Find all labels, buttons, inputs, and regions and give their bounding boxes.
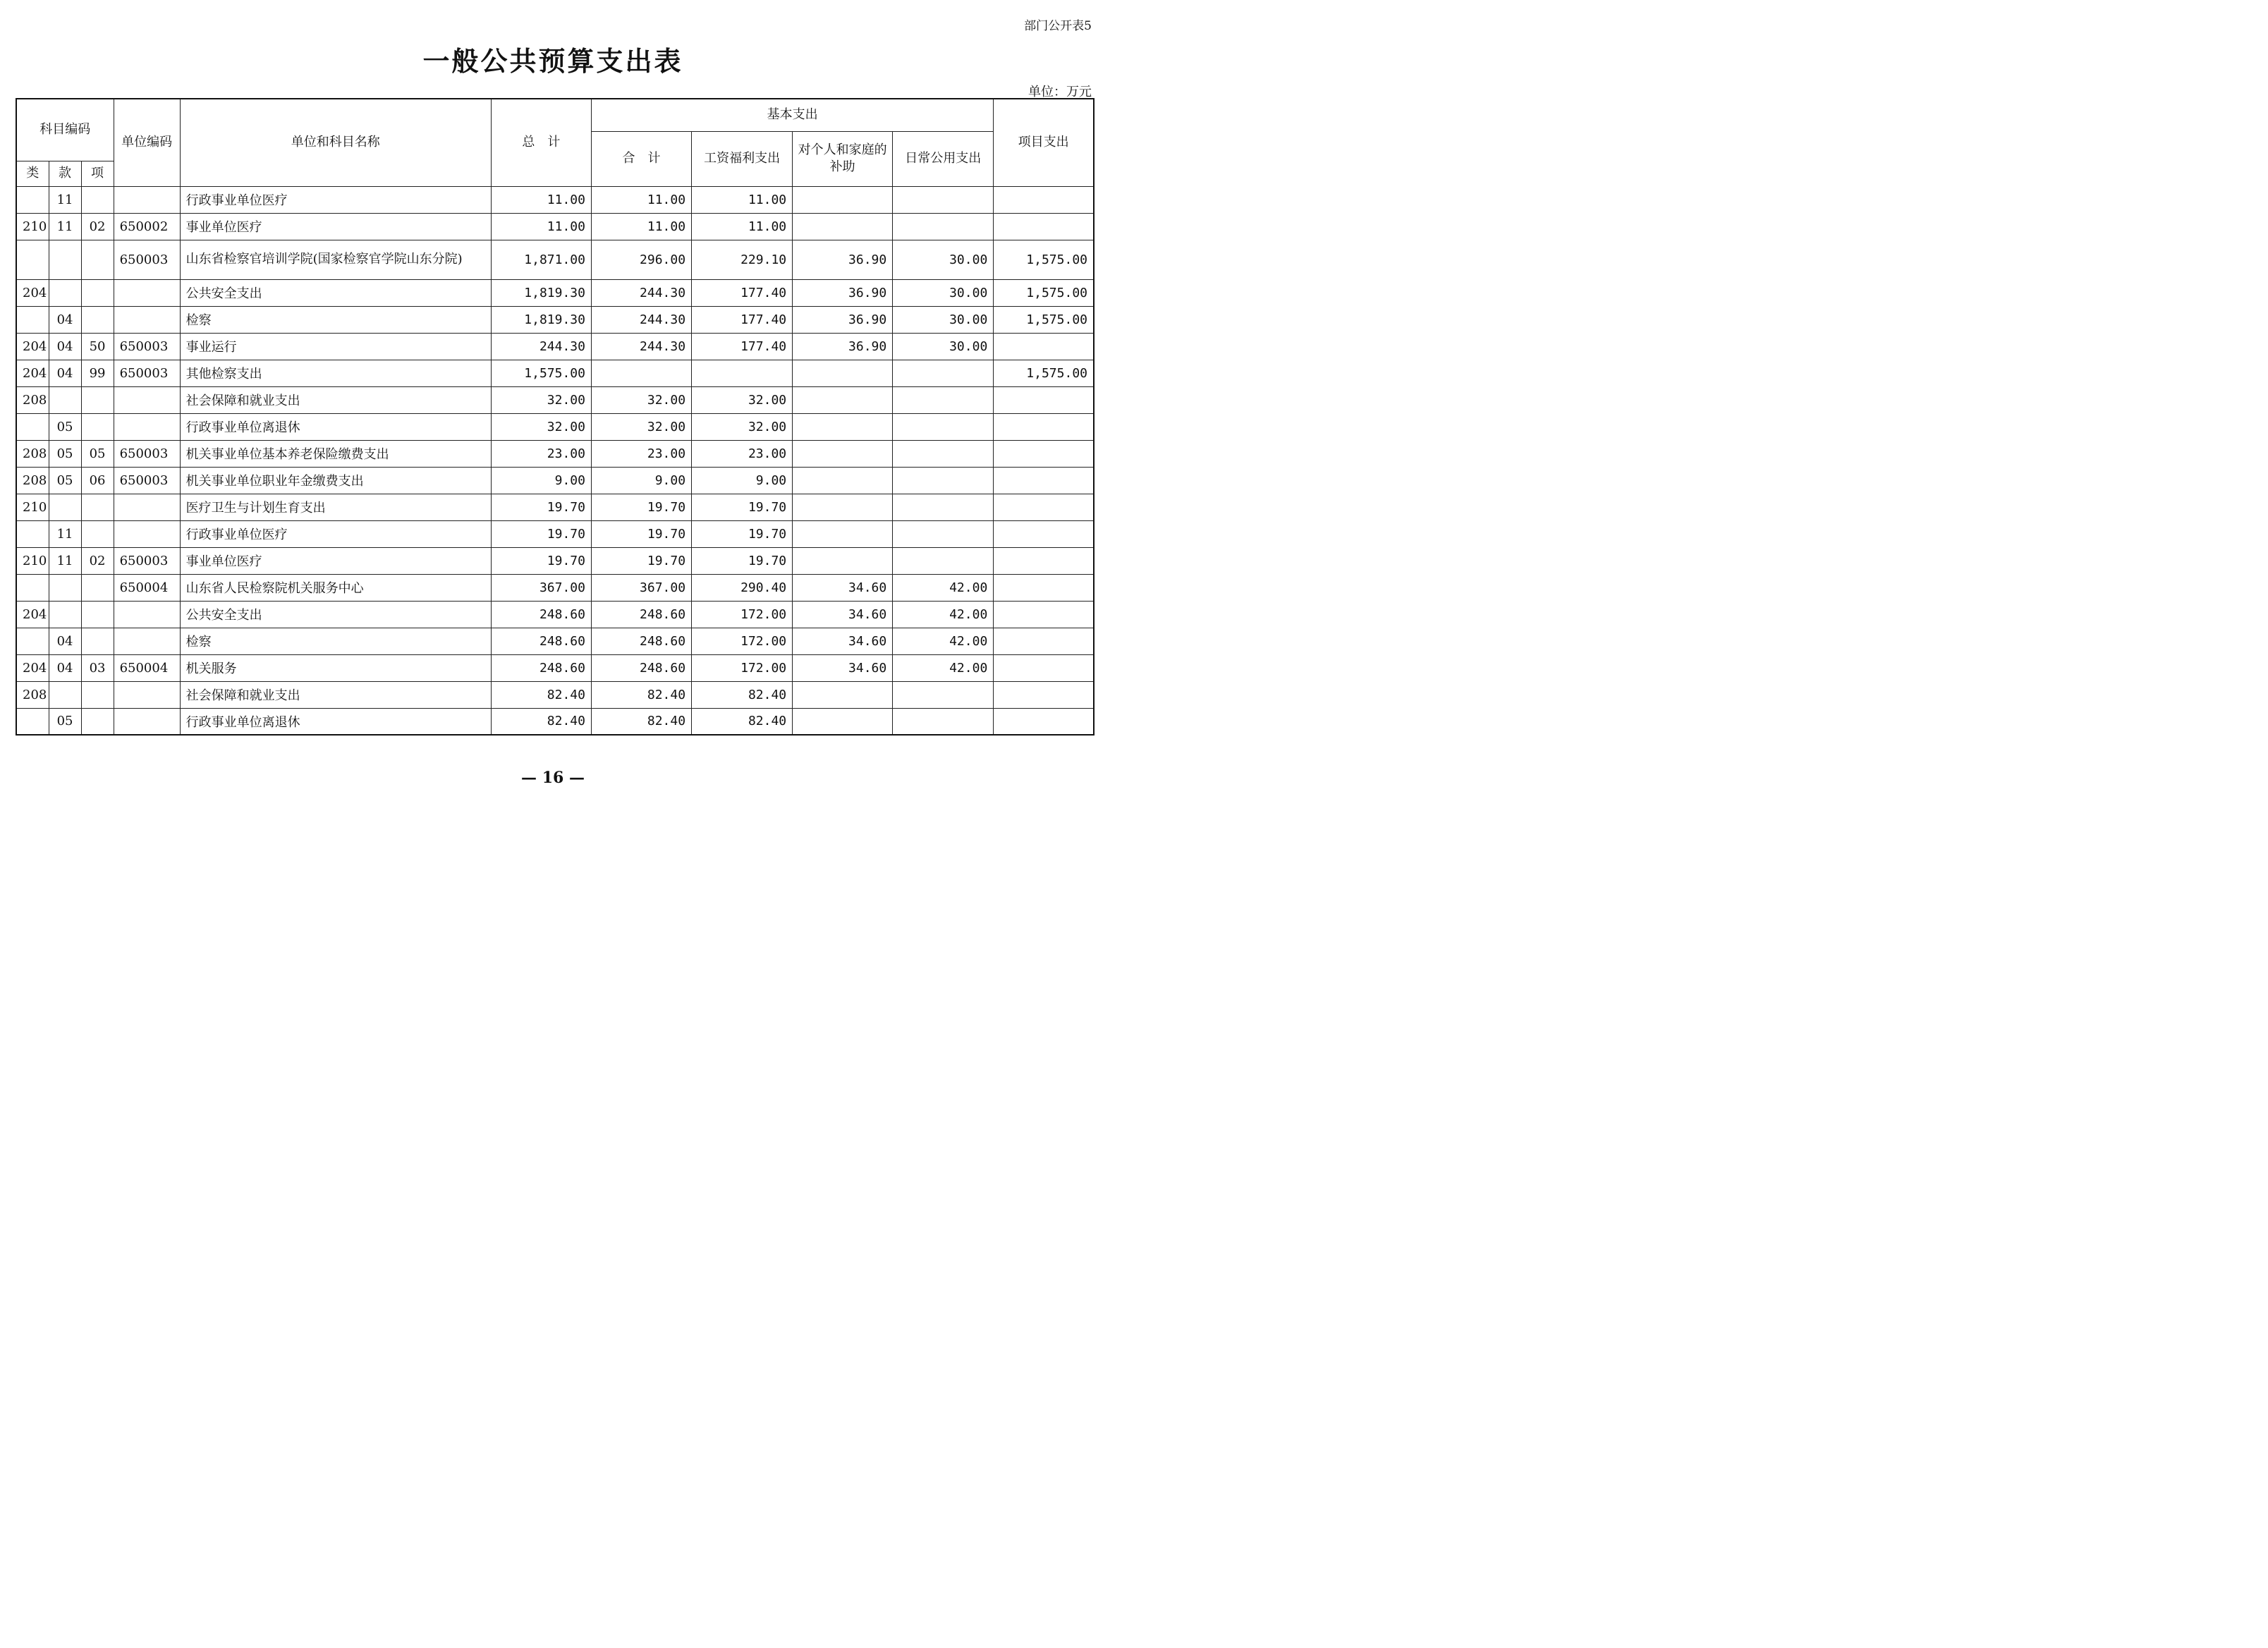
cell-personal-subsidy xyxy=(793,186,893,213)
cell-kuan xyxy=(49,601,81,628)
cell-personal-subsidy xyxy=(793,547,893,574)
cell-total: 32.00 xyxy=(491,386,591,413)
cell-daily-public-expense xyxy=(893,681,994,708)
cell-unit-code xyxy=(114,681,180,708)
cell-project-expenditure xyxy=(994,440,1094,467)
table-row xyxy=(16,240,1094,279)
cell-personal-subsidy xyxy=(793,360,893,386)
header-wage-welfare: 工资福利支出 xyxy=(692,131,793,186)
table-row xyxy=(16,654,1094,681)
cell-personal-subsidy xyxy=(793,520,893,547)
cell-project-expenditure xyxy=(994,467,1094,494)
cell-personal-subsidy: 36.90 xyxy=(793,306,893,333)
cell-name: 检察 xyxy=(180,306,491,333)
cell-total: 9.00 xyxy=(491,467,591,494)
cell-name: 行政事业单位医疗 xyxy=(180,186,491,213)
cell-project-expenditure xyxy=(994,413,1094,440)
cell-personal-subsidy: 34.60 xyxy=(793,628,893,654)
cell-subtotal: 248.60 xyxy=(591,628,691,654)
cell-kuan: 04 xyxy=(49,306,81,333)
cell-personal-subsidy: 34.60 xyxy=(793,574,893,601)
cell-unit-code xyxy=(114,628,180,654)
cell-personal-subsidy: 34.60 xyxy=(793,601,893,628)
cell-daily-public-expense xyxy=(893,186,994,213)
cell-total: 11.00 xyxy=(491,213,591,240)
cell-unit-code xyxy=(114,186,180,213)
cell-project-expenditure xyxy=(994,520,1094,547)
table-row xyxy=(16,628,1094,654)
table-row xyxy=(16,213,1094,240)
page-title: 一般公共预算支出表 xyxy=(422,45,683,77)
cell-wage-welfare: 32.00 xyxy=(692,413,793,440)
cell-xiang xyxy=(81,520,114,547)
cell-wage-welfare: 290.40 xyxy=(692,574,793,601)
cell-xiang xyxy=(81,413,114,440)
cell-total: 19.70 xyxy=(491,547,591,574)
cell-daily-public-expense xyxy=(893,386,994,413)
cell-name: 其他检察支出 xyxy=(180,360,491,386)
cell-daily-public-expense xyxy=(893,213,994,240)
cell-name: 事业单位医疗 xyxy=(180,213,491,240)
cell-wage-welfare: 172.00 xyxy=(692,601,793,628)
cell-subtotal: 248.60 xyxy=(591,601,691,628)
cell-unit-code: 650003 xyxy=(114,440,180,467)
cell-subtotal: 296.00 xyxy=(591,240,691,279)
table-row xyxy=(16,386,1094,413)
cell-lei: 204 xyxy=(16,279,49,306)
cell-daily-public-expense xyxy=(893,440,994,467)
cell-total: 11.00 xyxy=(491,186,591,213)
cell-name: 机关服务 xyxy=(180,654,491,681)
cell-kuan: 05 xyxy=(49,413,81,440)
cell-wage-welfare: 82.40 xyxy=(692,708,793,735)
cell-subtotal: 11.00 xyxy=(591,186,691,213)
cell-wage-welfare: 19.70 xyxy=(692,547,793,574)
header-daily-public-expense: 日常公用支出 xyxy=(893,131,994,186)
cell-xiang xyxy=(81,574,114,601)
cell-wage-welfare: 19.70 xyxy=(692,520,793,547)
cell-personal-subsidy: 34.60 xyxy=(793,654,893,681)
cell-lei: 210 xyxy=(16,213,49,240)
cell-name: 检察 xyxy=(180,628,491,654)
cell-wage-welfare: 172.00 xyxy=(692,654,793,681)
cell-project-expenditure xyxy=(994,333,1094,360)
cell-unit-code xyxy=(114,386,180,413)
cell-name: 行政事业单位离退休 xyxy=(180,413,491,440)
cell-personal-subsidy xyxy=(793,708,893,735)
cell-personal-subsidy: 36.90 xyxy=(793,333,893,360)
cell-wage-welfare: 177.40 xyxy=(692,333,793,360)
cell-name: 山东省检察官培训学院(国家检察官学院山东分院) xyxy=(180,240,491,279)
cell-daily-public-expense: 42.00 xyxy=(893,574,994,601)
table-row xyxy=(16,306,1094,333)
cell-total: 248.60 xyxy=(491,654,591,681)
cell-kuan: 04 xyxy=(49,628,81,654)
cell-project-expenditure: 1,575.00 xyxy=(994,240,1094,279)
cell-daily-public-expense: 30.00 xyxy=(893,279,994,306)
cell-total: 248.60 xyxy=(491,601,591,628)
cell-xiang: 03 xyxy=(81,654,114,681)
cell-kuan: 04 xyxy=(49,654,81,681)
cell-personal-subsidy xyxy=(793,681,893,708)
cell-lei: 208 xyxy=(16,386,49,413)
cell-wage-welfare: 32.00 xyxy=(692,386,793,413)
cell-lei xyxy=(16,240,49,279)
cell-personal-subsidy: 36.90 xyxy=(793,279,893,306)
cell-unit-code xyxy=(114,306,180,333)
cell-daily-public-expense xyxy=(893,360,994,386)
cell-total: 1,819.30 xyxy=(491,279,591,306)
cell-daily-public-expense xyxy=(893,547,994,574)
cell-lei xyxy=(16,708,49,735)
cell-kuan: 05 xyxy=(49,467,81,494)
cell-kuan xyxy=(49,386,81,413)
cell-kuan: 05 xyxy=(49,708,81,735)
cell-name: 山东省人民检察院机关服务中心 xyxy=(180,574,491,601)
cell-lei: 210 xyxy=(16,494,49,520)
cell-project-expenditure: 1,575.00 xyxy=(994,279,1094,306)
cell-unit-code: 650004 xyxy=(114,574,180,601)
cell-project-expenditure: 1,575.00 xyxy=(994,306,1094,333)
cell-name: 机关事业单位职业年金缴费支出 xyxy=(180,467,491,494)
cell-daily-public-expense: 42.00 xyxy=(893,654,994,681)
cell-unit-code xyxy=(114,279,180,306)
cell-subtotal: 32.00 xyxy=(591,413,691,440)
cell-xiang xyxy=(81,386,114,413)
cell-kuan xyxy=(49,681,81,708)
cell-project-expenditure xyxy=(994,681,1094,708)
cell-subtotal: 244.30 xyxy=(591,306,691,333)
cell-project-expenditure xyxy=(994,601,1094,628)
cell-personal-subsidy: 36.90 xyxy=(793,240,893,279)
header-lei: 类 xyxy=(16,161,49,186)
header-subtotal: 合 计 xyxy=(591,131,691,186)
cell-subtotal: 19.70 xyxy=(591,494,691,520)
cell-subtotal: 82.40 xyxy=(591,681,691,708)
cell-daily-public-expense: 42.00 xyxy=(893,601,994,628)
cell-wage-welfare: 11.00 xyxy=(692,213,793,240)
cell-lei: 204 xyxy=(16,360,49,386)
cell-personal-subsidy xyxy=(793,213,893,240)
cell-name: 公共安全支出 xyxy=(180,601,491,628)
cell-subtotal: 248.60 xyxy=(591,654,691,681)
cell-name: 社会保障和就业支出 xyxy=(180,386,491,413)
budget-expenditure-table xyxy=(16,98,1095,736)
cell-daily-public-expense: 30.00 xyxy=(893,306,994,333)
table-row xyxy=(16,360,1094,386)
cell-xiang: 05 xyxy=(81,440,114,467)
cell-daily-public-expense xyxy=(893,467,994,494)
cell-personal-subsidy xyxy=(793,494,893,520)
cell-unit-code: 650003 xyxy=(114,467,180,494)
cell-xiang xyxy=(81,708,114,735)
cell-lei: 208 xyxy=(16,681,49,708)
table-row xyxy=(16,279,1094,306)
cell-project-expenditure xyxy=(994,654,1094,681)
cell-wage-welfare: 229.10 xyxy=(692,240,793,279)
cell-xiang xyxy=(81,494,114,520)
cell-kuan: 04 xyxy=(49,360,81,386)
table-row xyxy=(16,601,1094,628)
table-row xyxy=(16,547,1094,574)
header-project-expenditure: 项目支出 xyxy=(994,99,1094,186)
cell-subtotal: 11.00 xyxy=(591,213,691,240)
table-row xyxy=(16,186,1094,213)
cell-kuan: 11 xyxy=(49,186,81,213)
cell-kuan: 11 xyxy=(49,213,81,240)
cell-kuan: 05 xyxy=(49,440,81,467)
cell-xiang xyxy=(81,279,114,306)
cell-kuan: 11 xyxy=(49,547,81,574)
page-number: — 16 — xyxy=(521,769,585,787)
document-label: 部门公开表5 xyxy=(1024,19,1092,33)
cell-xiang xyxy=(81,306,114,333)
cell-project-expenditure xyxy=(994,494,1094,520)
table-row xyxy=(16,440,1094,467)
cell-xiang xyxy=(81,240,114,279)
header-subject-code: 科目编码 xyxy=(16,99,114,161)
cell-subtotal: 244.30 xyxy=(591,279,691,306)
cell-project-expenditure xyxy=(994,186,1094,213)
cell-wage-welfare: 172.00 xyxy=(692,628,793,654)
cell-lei xyxy=(16,520,49,547)
cell-daily-public-expense: 30.00 xyxy=(893,240,994,279)
cell-project-expenditure xyxy=(994,574,1094,601)
cell-unit-code: 650003 xyxy=(114,240,180,279)
cell-kuan xyxy=(49,279,81,306)
cell-lei xyxy=(16,413,49,440)
cell-subtotal: 19.70 xyxy=(591,547,691,574)
cell-total: 1,871.00 xyxy=(491,240,591,279)
cell-project-expenditure xyxy=(994,628,1094,654)
cell-total: 23.00 xyxy=(491,440,591,467)
cell-daily-public-expense xyxy=(893,494,994,520)
cell-personal-subsidy xyxy=(793,467,893,494)
cell-total: 82.40 xyxy=(491,708,591,735)
cell-xiang: 99 xyxy=(81,360,114,386)
cell-wage-welfare: 11.00 xyxy=(692,186,793,213)
cell-kuan: 11 xyxy=(49,520,81,547)
cell-lei: 204 xyxy=(16,601,49,628)
cell-unit-code xyxy=(114,708,180,735)
cell-kuan: 04 xyxy=(49,333,81,360)
cell-name: 行政事业单位离退休 xyxy=(180,708,491,735)
cell-daily-public-expense xyxy=(893,413,994,440)
cell-kuan xyxy=(49,240,81,279)
cell-name: 医疗卫生与计划生育支出 xyxy=(180,494,491,520)
cell-wage-welfare: 23.00 xyxy=(692,440,793,467)
cell-xiang: 50 xyxy=(81,333,114,360)
cell-personal-subsidy xyxy=(793,386,893,413)
cell-personal-subsidy xyxy=(793,440,893,467)
cell-unit-code: 650002 xyxy=(114,213,180,240)
header-kuan: 款 xyxy=(49,161,81,186)
cell-project-expenditure xyxy=(994,547,1094,574)
table-row xyxy=(16,520,1094,547)
cell-total: 367.00 xyxy=(491,574,591,601)
cell-unit-code xyxy=(114,601,180,628)
cell-name: 事业单位医疗 xyxy=(180,547,491,574)
header-personal-household-subsidy: 对个人和家庭的补助 xyxy=(793,131,893,186)
cell-name: 事业运行 xyxy=(180,333,491,360)
cell-xiang xyxy=(81,681,114,708)
header-name: 单位和科目名称 xyxy=(180,99,491,186)
cell-name: 社会保障和就业支出 xyxy=(180,681,491,708)
header-basic-expenditure: 基本支出 xyxy=(591,99,993,131)
table-row xyxy=(16,333,1094,360)
cell-total: 19.70 xyxy=(491,494,591,520)
cell-personal-subsidy xyxy=(793,413,893,440)
cell-daily-public-expense: 42.00 xyxy=(893,628,994,654)
cell-project-expenditure xyxy=(994,708,1094,735)
cell-subtotal: 19.70 xyxy=(591,520,691,547)
cell-subtotal: 244.30 xyxy=(591,333,691,360)
cell-subtotal: 367.00 xyxy=(591,574,691,601)
cell-total: 248.60 xyxy=(491,628,591,654)
header-total: 总 计 xyxy=(491,99,591,186)
cell-lei: 204 xyxy=(16,654,49,681)
cell-wage-welfare: 19.70 xyxy=(692,494,793,520)
cell-wage-welfare: 9.00 xyxy=(692,467,793,494)
cell-unit-code: 650003 xyxy=(114,547,180,574)
table-row xyxy=(16,574,1094,601)
cell-name: 公共安全支出 xyxy=(180,279,491,306)
cell-subtotal: 82.40 xyxy=(591,708,691,735)
cell-lei: 210 xyxy=(16,547,49,574)
cell-xiang xyxy=(81,186,114,213)
cell-name: 机关事业单位基本养老保险缴费支出 xyxy=(180,440,491,467)
cell-total: 1,819.30 xyxy=(491,306,591,333)
cell-lei xyxy=(16,186,49,213)
cell-project-expenditure: 1,575.00 xyxy=(994,360,1094,386)
cell-xiang xyxy=(81,601,114,628)
header-xiang: 项 xyxy=(81,161,114,186)
cell-unit-code: 650003 xyxy=(114,333,180,360)
cell-lei xyxy=(16,628,49,654)
cell-wage-welfare: 177.40 xyxy=(692,306,793,333)
cell-total: 19.70 xyxy=(491,520,591,547)
cell-kuan xyxy=(49,574,81,601)
cell-xiang: 06 xyxy=(81,467,114,494)
cell-name: 行政事业单位医疗 xyxy=(180,520,491,547)
cell-subtotal: 23.00 xyxy=(591,440,691,467)
table-row xyxy=(16,708,1094,735)
cell-xiang: 02 xyxy=(81,547,114,574)
header-unit-code: 单位编码 xyxy=(114,99,180,186)
cell-lei xyxy=(16,306,49,333)
cell-unit-code: 650003 xyxy=(114,360,180,386)
cell-wage-welfare: 177.40 xyxy=(692,279,793,306)
cell-project-expenditure xyxy=(994,386,1094,413)
unit-label: 单位：万元 xyxy=(1028,85,1092,99)
cell-lei xyxy=(16,574,49,601)
table-header xyxy=(16,99,1094,186)
cell-unit-code: 650004 xyxy=(114,654,180,681)
cell-subtotal: 32.00 xyxy=(591,386,691,413)
cell-lei: 208 xyxy=(16,440,49,467)
cell-kuan xyxy=(49,494,81,520)
cell-daily-public-expense: 30.00 xyxy=(893,333,994,360)
cell-project-expenditure xyxy=(994,213,1094,240)
cell-total: 1,575.00 xyxy=(491,360,591,386)
cell-subtotal xyxy=(591,360,691,386)
cell-total: 244.30 xyxy=(491,333,591,360)
cell-unit-code xyxy=(114,520,180,547)
table-row xyxy=(16,413,1094,440)
cell-subtotal: 9.00 xyxy=(591,467,691,494)
table-row xyxy=(16,467,1094,494)
table-body xyxy=(16,186,1094,735)
cell-lei: 208 xyxy=(16,467,49,494)
cell-xiang: 02 xyxy=(81,213,114,240)
cell-wage-welfare: 82.40 xyxy=(692,681,793,708)
cell-daily-public-expense xyxy=(893,520,994,547)
cell-wage-welfare xyxy=(692,360,793,386)
cell-total: 82.40 xyxy=(491,681,591,708)
table-row xyxy=(16,494,1094,520)
table-row xyxy=(16,681,1094,708)
cell-total: 32.00 xyxy=(491,413,591,440)
cell-lei: 204 xyxy=(16,333,49,360)
cell-xiang xyxy=(81,628,114,654)
cell-unit-code xyxy=(114,494,180,520)
cell-unit-code xyxy=(114,413,180,440)
cell-daily-public-expense xyxy=(893,708,994,735)
